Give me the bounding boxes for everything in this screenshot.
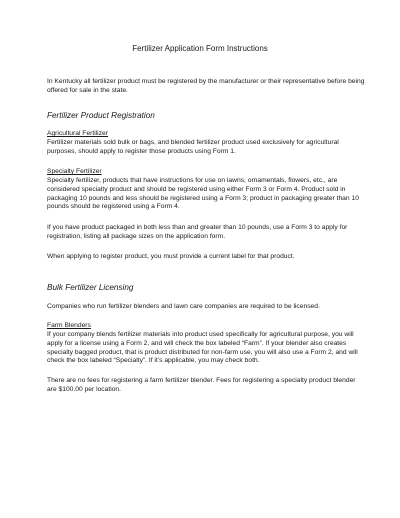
intro-paragraph: In Kentucky all fertilizer product must be registered by the manufacturer or their representative before being offered for sale in the state. <box>47 78 365 94</box>
fees-paragraph: There are no fees for registering a farm fertilizer blender. Fees for registering a specialty product blender are $100.00 per location. <box>47 377 356 393</box>
agricultural-fertilizer-paragraph: Fertilizer materials sold bulk or bags, and blended fertilizer product used exclusively for agricultural purposes, should apply to register those products using Form 1. <box>47 139 339 155</box>
document-title: Fertilizer Application Form Instructions <box>132 44 268 53</box>
packaged-product-paragraph: If you have product packaged in both less than and greater than 10 pounds, use a Form 3 to apply for registration, listing all package sizes on the application form. <box>47 224 348 240</box>
label-requirement-paragraph: When applying to register product, you must provide a current label for that product. <box>47 253 295 260</box>
farm-blenders-paragraph: If your company blends fertilizer materials into product used specifically for agricultural purpose, you will apply for a license using a Form 2, and will check the box labeled “Farm”. If your blender also creates specialty bagged product, that is product distributed for non-farm use, you will also use a Form 2, and will check the box labeled “Specialty”. If it’s applicable, you may check both. <box>47 331 358 365</box>
specialty-fertilizer-paragraph: Specialty fertilizer, products that have instructions for use on lawns, ornamentals, flowers, etc., are considered specialty product and should be registered using either Form 3 or Form 4. Product sold in packaging 10 pounds and less should be registered using a Form 3; product in packaging greater than 10 pounds should be registered using a Form 4. <box>47 177 359 211</box>
licensing-intro-paragraph: Companies who run fertilizer blenders and lawn care companies are required to be licensed. <box>47 303 320 310</box>
specialty-fertilizer-heading: Specialty Fertilizer <box>47 168 102 175</box>
section-heading-product-registration: Fertilizer Product Registration <box>47 111 155 120</box>
farm-blenders-heading: Farm Blenders <box>47 322 91 329</box>
section-heading-bulk-licensing: Bulk Fertilizer Licensing <box>47 283 134 292</box>
agricultural-fertilizer-heading: Agricultural Fertilizer <box>47 130 108 137</box>
